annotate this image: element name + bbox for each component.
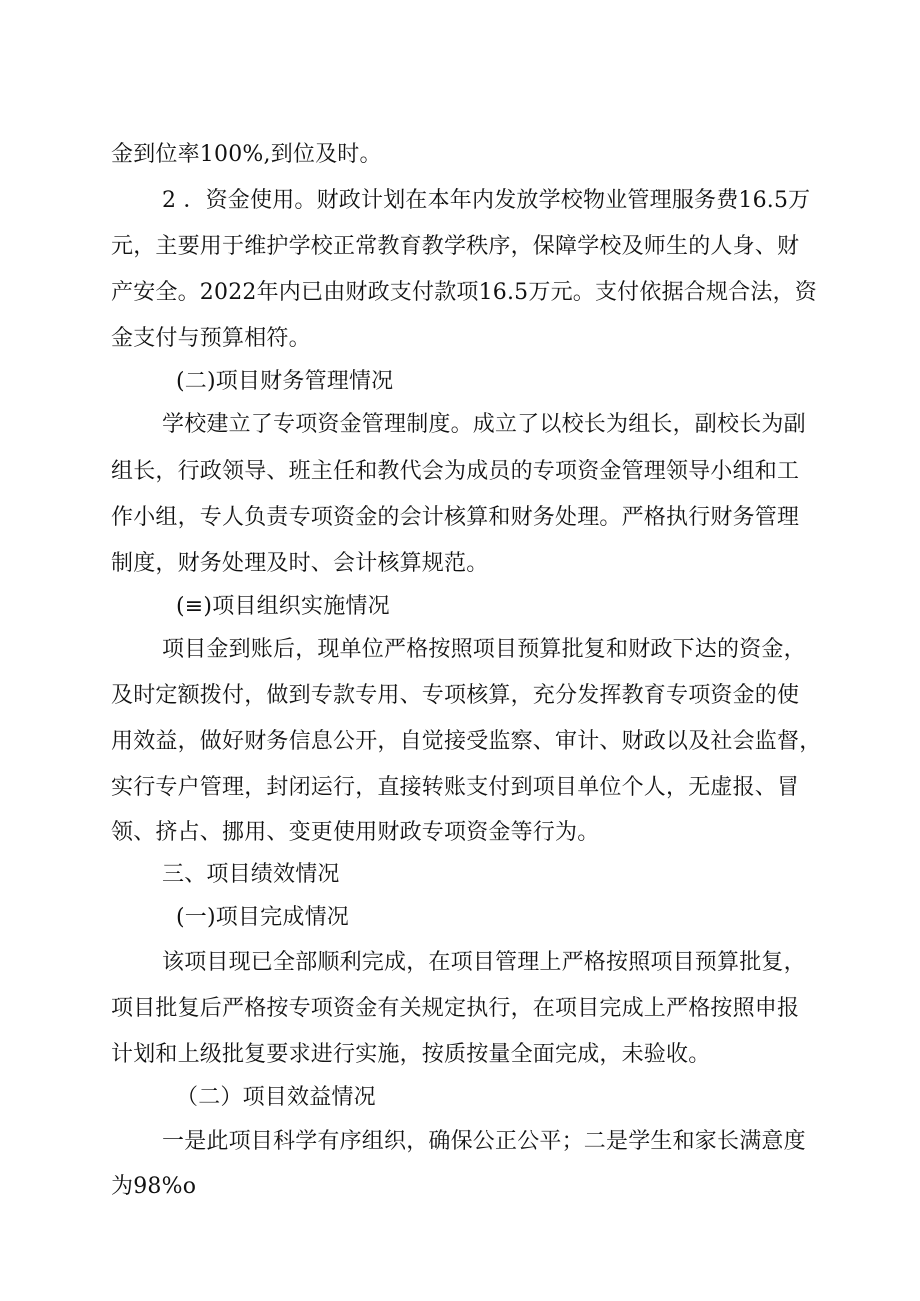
paragraph-line-14: 领、挤占、挪用、变更使用财政专项资金等行为。	[111, 820, 600, 845]
paragraph-line-17: 计划和上级批复要求进行实施，按质按量全面完成，未验收。	[111, 1042, 711, 1067]
paragraph-line-8: 作小组，专人负责专项资金的会计核算和财务处理。严格执行财务管理	[111, 505, 800, 530]
paragraph-line-18: 一是此项目科学有序组织，确保公正公平；二是学生和家长满意度	[162, 1129, 806, 1154]
paragraph-line-12: 用效益，做好财务信息公开，自觉接受监察、审计、财政以及社会监督，	[111, 729, 822, 754]
paragraph-line-5: 金支付与预算相符。	[111, 326, 311, 351]
paragraph-line-4: 产安全。2022年内已由财政支付款项16.5万元。支付依据合规合法，资	[111, 280, 817, 305]
paragraph-line-10: 项目金到账后，现单位严格按照项目预算批复和财政下达的资金，	[162, 637, 806, 662]
paragraph-line-16: 项目批复后严格按专项资金有关规定执行，在项目完成上严格按照申报	[111, 996, 800, 1021]
paragraph-line-6: 学校建立了专项资金管理制度。成立了以校长为组长，副校长为副	[162, 412, 806, 437]
section-heading-benefits: （二）项目效益情况	[176, 1085, 376, 1110]
section-heading-implementation: (≡)项目组织实施情况	[176, 594, 390, 619]
paragraph-line-3: 元，主要用于维护学校正常教育教学秩序，保障学校及师生的人身、财	[111, 234, 800, 259]
section-heading-financial-management: (二)项目财务管理情况	[176, 369, 394, 394]
paragraph-line-15: 该项目现已全部顺利完成，在项目管理上严格按照项目预算批复，	[162, 950, 806, 975]
paragraph-line-11: 及时定额拨付，做到专款专用、专项核算，充分发挥教育专项资金的使	[111, 683, 800, 708]
paragraph-line-7: 组长，行政领导、班主任和教代会为成员的专项资金管理领导小组和工	[111, 459, 800, 484]
section-heading-performance: 三、项目绩效情况	[162, 862, 340, 887]
paragraph-line-9: 制度，财务处理及时、会计核算规范。	[111, 551, 489, 576]
section-heading-completion: (一)项目完成情况	[176, 905, 349, 930]
paragraph-line-13: 实行专户管理，封闭运行，直接转账支付到项目单位个人，无虚报、冒	[111, 775, 800, 800]
paragraph-line-1: 金到位率100%,到位及时。	[111, 142, 382, 167]
paragraph-line-19: 为98%o	[111, 1174, 197, 1199]
paragraph-line-2: 2 ．资金使用。财政计划在本年内发放学校物业管理服务费16.5万	[162, 188, 811, 213]
